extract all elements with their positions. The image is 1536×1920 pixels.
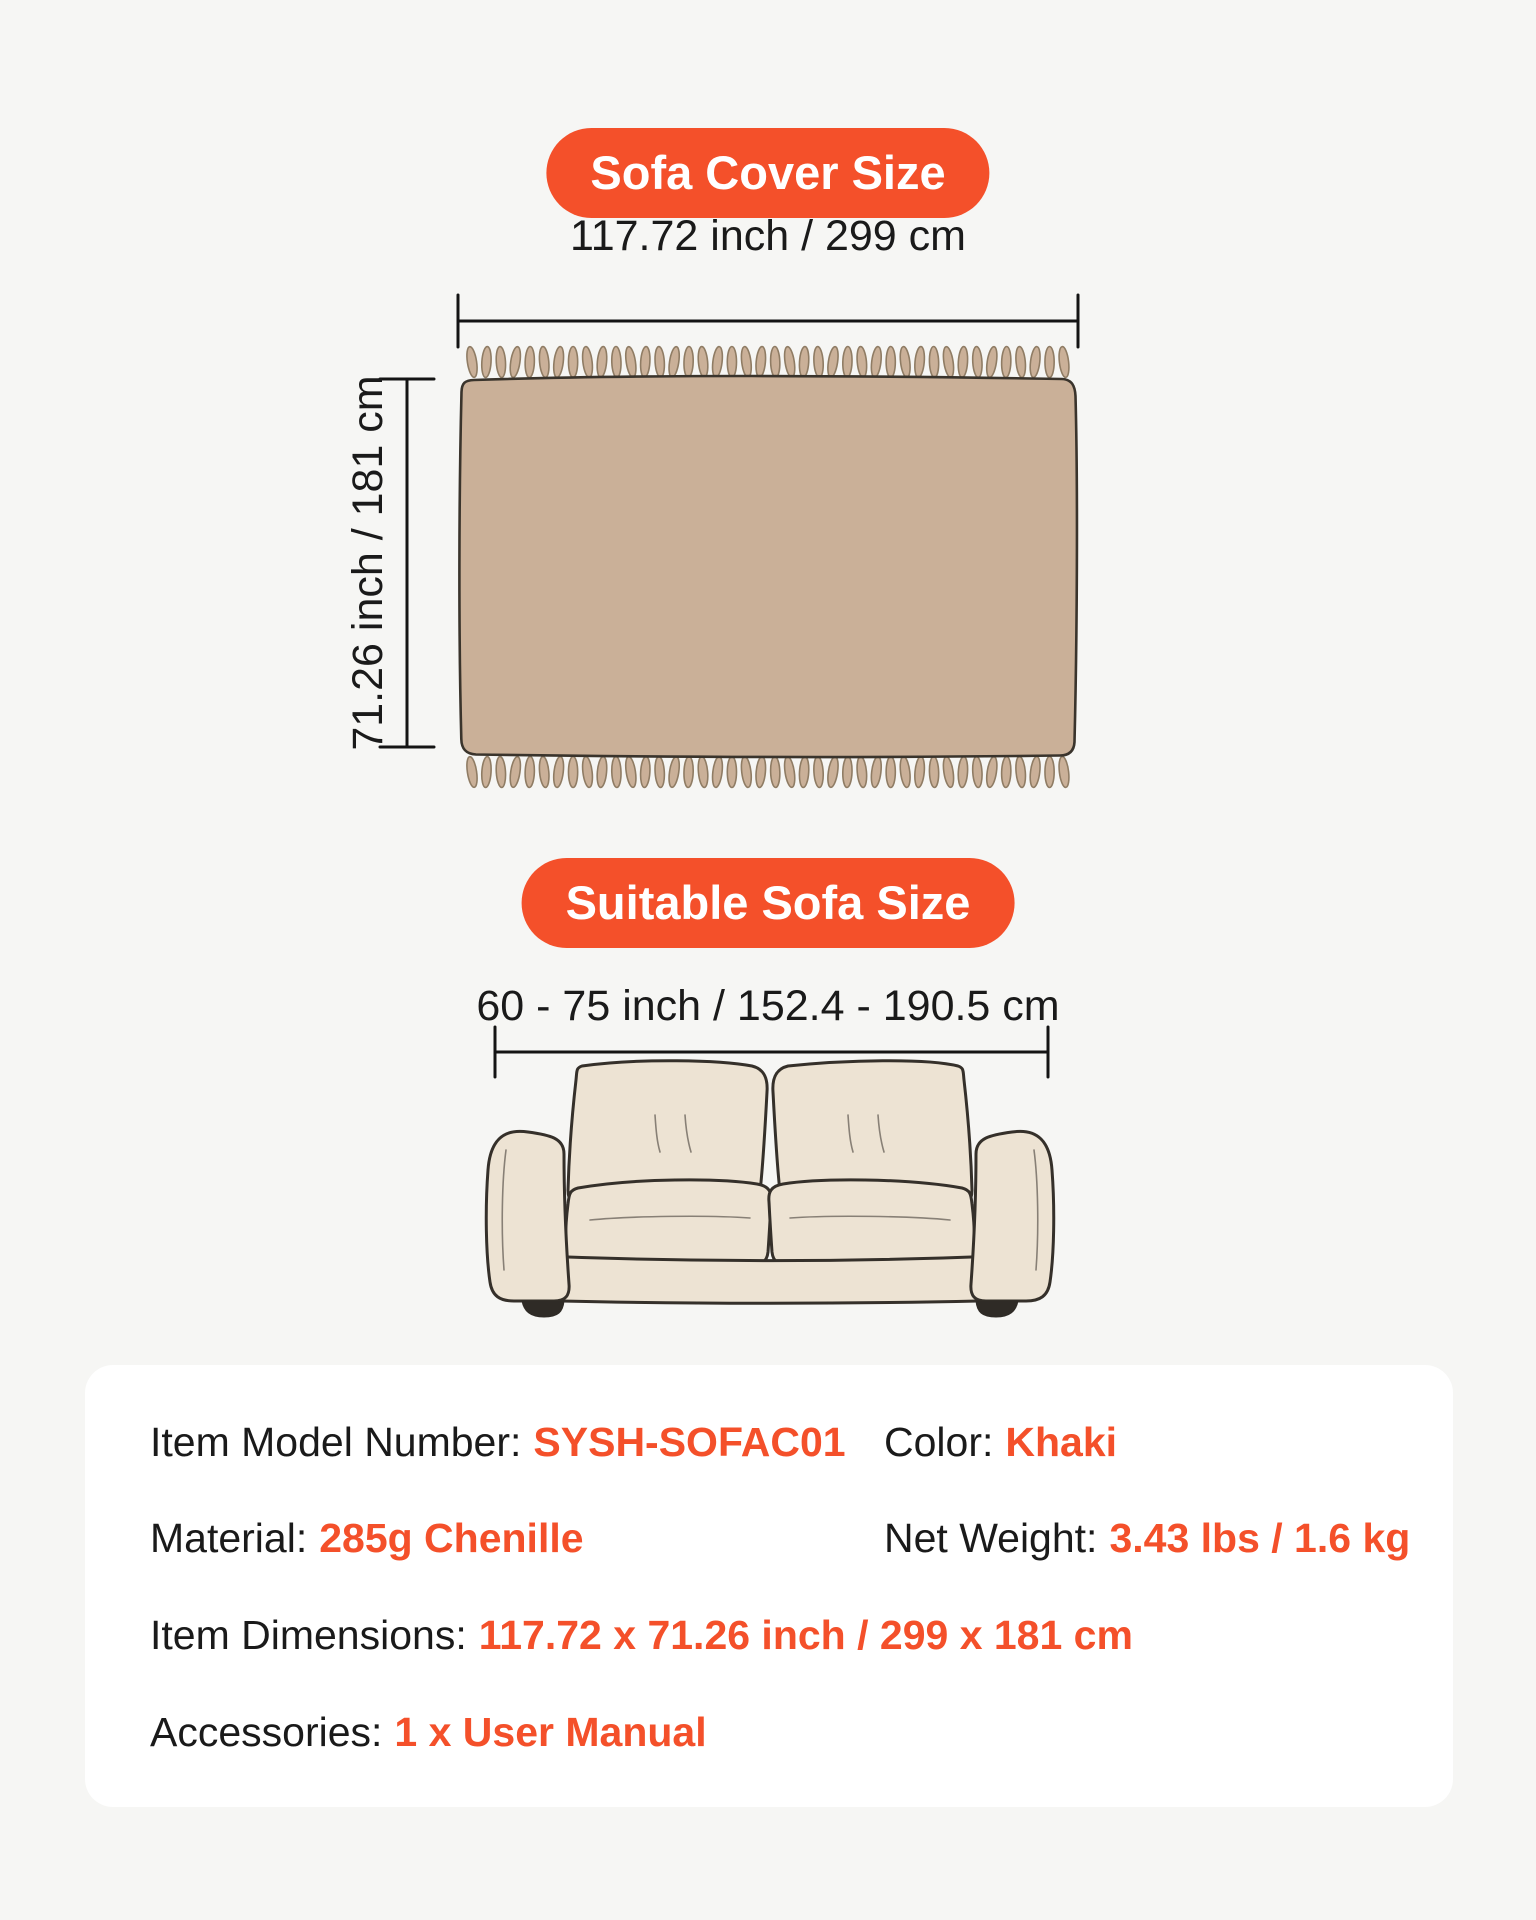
tassel-fringe-top (465, 346, 1070, 378)
spec-card (85, 1365, 1453, 1807)
spec-model-number (150, 1418, 846, 1466)
spec-material-label: Material: (150, 1515, 308, 1561)
cover-fabric (459, 376, 1077, 757)
spec-material (150, 1514, 584, 1562)
cover-illustration (350, 280, 1110, 800)
spec-item-dimensions-label: Item Dimensions: (150, 1612, 467, 1658)
sofa-width-dimension-label: 60 - 75 inch / 152.4 - 190.5 cm (476, 982, 1060, 1030)
spec-color (884, 1418, 1117, 1466)
spec-material-value: 285g Chenille (319, 1515, 584, 1561)
cover-width-dimension-label: 117.72 inch / 299 cm (569, 212, 966, 260)
tassel-fringe-bottom (465, 756, 1070, 788)
spec-net-weight (884, 1514, 1410, 1562)
suitable-sofa-size-badge: Suitable Sofa Size (522, 858, 1015, 948)
cover-height-dimension-label: 71.26 inch / 181 cm (344, 375, 392, 751)
spec-item-dimensions-value: 117.72 x 71.26 inch / 299 x 181 cm (478, 1612, 1133, 1658)
spec-color-label: Color: (884, 1419, 994, 1465)
spec-model-number-label: Item Model Number: (150, 1419, 522, 1465)
spec-model-number-value: SYSH-SOFAC01 (533, 1419, 846, 1465)
spec-accessories-value: 1 x User Manual (394, 1709, 707, 1755)
spec-accessories (150, 1708, 707, 1756)
spec-net-weight-label: Net Weight: (884, 1515, 1098, 1561)
cover-size-badge: Sofa Cover Size (546, 128, 989, 218)
spec-net-weight-value: 3.43 lbs / 1.6 kg (1109, 1515, 1411, 1561)
spec-color-value: Khaki (1005, 1419, 1118, 1465)
sofa-sketch (486, 1061, 1053, 1317)
spec-accessories-label: Accessories: (150, 1709, 383, 1755)
spec-item-dimensions (150, 1611, 1133, 1659)
sofa-illustration (430, 1020, 1110, 1320)
cover-width-dimension-line (458, 295, 1078, 347)
